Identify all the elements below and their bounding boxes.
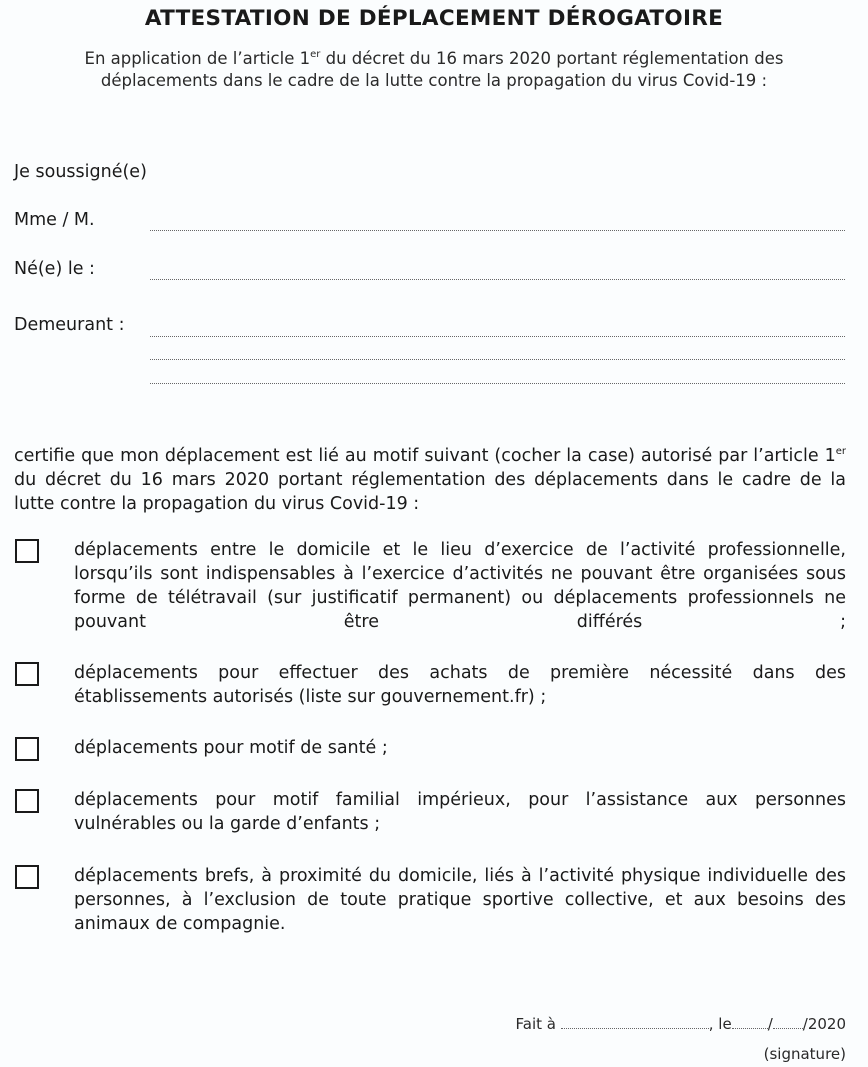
name-label: Mme / M. <box>14 210 95 230</box>
option-checkbox[interactable] <box>15 865 39 889</box>
date-label: , le <box>708 1015 732 1033</box>
option-checkbox[interactable] <box>15 539 39 563</box>
address-field-line-1[interactable] <box>150 336 845 337</box>
option-text: déplacements entre le domicile et le lieu d’exercice de l’activité professionnelle, lorsqu’ils sont indispensables à l’exercice d’activités ne pouvant être organisées sous forme de télétravail (sur justificatif permanent) ou déplacements professionnels ne pouvant être différés ; <box>74 540 846 632</box>
day-field[interactable] <box>732 1016 768 1029</box>
birth-date-field[interactable] <box>150 279 845 280</box>
month-field[interactable] <box>773 1016 803 1029</box>
undersigned-label: Je soussigné(e) <box>14 162 147 182</box>
made-at-label: Fait à <box>515 1015 556 1033</box>
intro-text-end: du décret du 16 mars 2020 portant réglementation des <box>320 49 784 68</box>
intro-paragraph <box>40 48 828 92</box>
intro-text-start: En application de l’article 1 <box>84 49 311 68</box>
address-label: Demeurant : <box>14 315 125 335</box>
intro-text-line2: déplacements dans le cadre de la lutte contre la propagation du virus Covid-19 : <box>100 71 768 90</box>
address-field-line-2[interactable] <box>150 359 845 360</box>
birth-label: Né(e) le : <box>14 259 95 279</box>
place-date-line <box>516 1015 846 1033</box>
option-checkbox[interactable] <box>15 789 39 813</box>
signature-label: (signature) <box>763 1045 846 1063</box>
intro-superscript: er <box>310 49 321 60</box>
option-text: déplacements pour motif familial impérieux, pour l’assistance aux personnes vulnérables ou la garde d’enfants ; <box>74 790 846 834</box>
name-field[interactable] <box>150 230 845 231</box>
year-label: /2020 <box>802 1015 846 1033</box>
certify-paragraph <box>14 444 846 516</box>
certify-text-start: certifie que mon déplacement est lié au motif suivant (cocher la case) autorisé par l’article 1 <box>14 446 836 466</box>
certify-superscript: er <box>835 446 846 457</box>
option-checkbox[interactable] <box>15 737 39 761</box>
date-separator: / <box>767 1015 773 1033</box>
certify-text-end: du décret du 16 mars 2020 portant réglementation des déplacements dans le cadre de la lutte contre la propagation du virus Covid-19 : <box>14 470 846 514</box>
option-text: déplacements brefs, à proximité du domicile, liés à l’activité physique individuelle des personnes, à l’exclusion de toute pratique sportive collective, et aux besoins des animaux de compagnie. <box>74 866 846 934</box>
place-field[interactable] <box>561 1016 709 1029</box>
option-text: déplacements pour effectuer des achats de première nécessité dans des établissements autorisés (liste sur gouvernement.fr) ; <box>74 663 846 707</box>
option-checkbox[interactable] <box>15 662 39 686</box>
document-title: ATTESTATION DE DÉPLACEMENT DÉROGATOIRE <box>144 6 724 31</box>
address-field-line-3[interactable] <box>150 383 845 384</box>
option-text: déplacements pour motif de santé ; <box>74 738 388 758</box>
